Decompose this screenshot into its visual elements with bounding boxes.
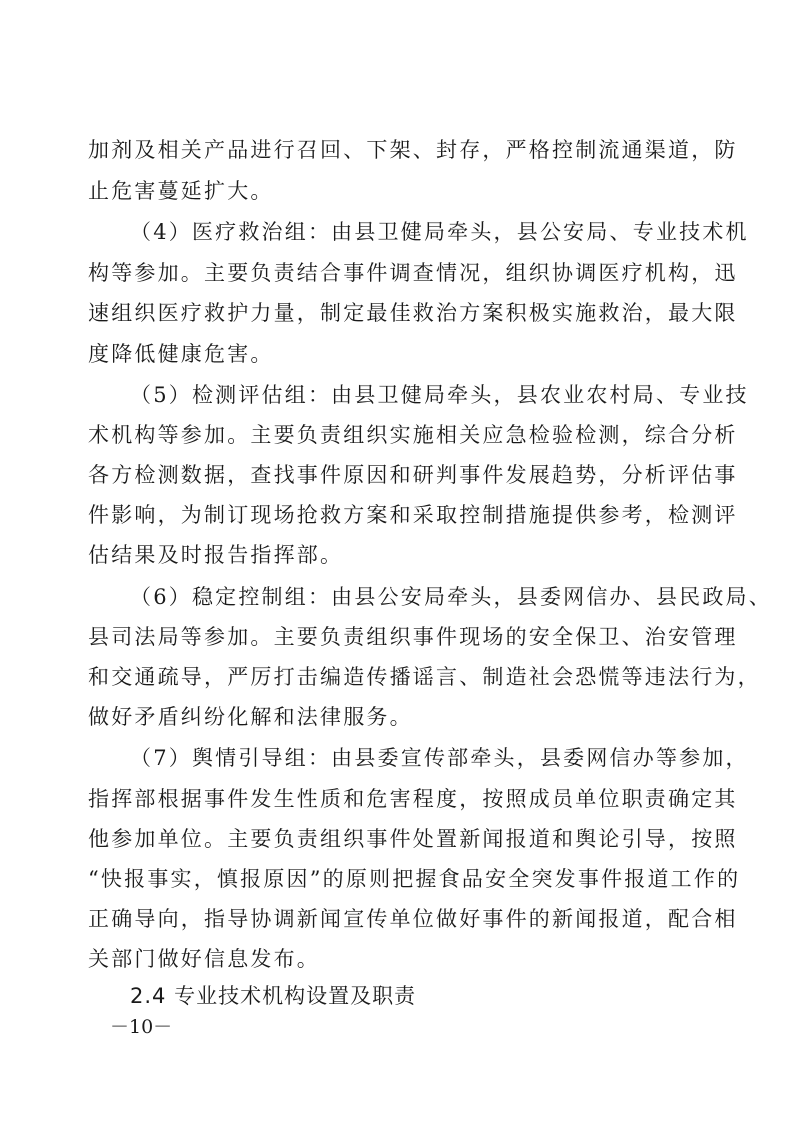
paragraph-line: 加剂及相关产品进行召回、下架、封存，严格控制流通渠道，防 <box>88 138 738 162</box>
paragraph-line: “快报事实，慎报原因”的原则把握食品安全突发事件报道工作的 <box>88 867 741 891</box>
paragraph-line: 术机构等参加。主要负责组织实施相关应急检验检测，综合分析 <box>88 423 738 447</box>
paragraph-line: 件影响，为制订现场抢救方案和采取控制措施提供参考，检测评 <box>88 503 738 527</box>
paragraph-line: 各方检测数据，查找事件原因和研判事件发展趋势，分析评估事 <box>88 463 738 487</box>
paragraph-line: 关部门做好信息发布。 <box>88 947 320 971</box>
paragraph-line: （5）检测评估组：由县卫健局牵头，县农业农村局、专业技 <box>130 383 749 407</box>
paragraph-line: 止危害蔓延扩大。 <box>88 179 274 203</box>
section-heading: 2.4 专业技术机构设置及职责 <box>130 984 417 1008</box>
paragraph-line: 和交通疏导，严厉打击编造传播谣言、制造社会恐慌等违法行为， <box>88 665 761 689</box>
paragraph-line: （4）医疗救治组：由县卫健局牵头，县公安局、专业技术机 <box>130 220 749 244</box>
paragraph-line: 指挥部根据事件发生性质和危害程度，按照成员单位职责确定其 <box>88 787 738 811</box>
paragraph-line: 度降低健康危害。 <box>88 342 274 366</box>
page-number: －10－ <box>110 1016 173 1038</box>
paragraph-line: 县司法局等参加。主要负责组织事件现场的安全保卫、治安管理 <box>88 625 738 649</box>
paragraph-line: 构等参加。主要负责结合事件调查情况，组织协调医疗机构，迅 <box>88 261 738 285</box>
paragraph-line: 做好矛盾纠纷化解和法律服务。 <box>88 705 413 729</box>
paragraph-line: 正确导向，指导协调新闻宣传单位做好事件的新闻报道，配合相 <box>88 907 738 931</box>
paragraph-line: （7）舆情引导组：由县委宣传部牵头，县委网信办等参加， <box>130 746 749 770</box>
paragraph-line: 估结果及时报告指挥部。 <box>88 543 344 567</box>
paragraph-line: 他参加单位。主要负责组织事件处置新闻报道和舆论引导，按照 <box>88 827 738 851</box>
paragraph-line: 速组织医疗救护力量，制定最佳救治方案积极实施救治，最大限 <box>88 301 738 325</box>
paragraph-line: （6）稳定控制组：由县公安局牵头，县委网信办、县民政局、 <box>130 585 772 609</box>
